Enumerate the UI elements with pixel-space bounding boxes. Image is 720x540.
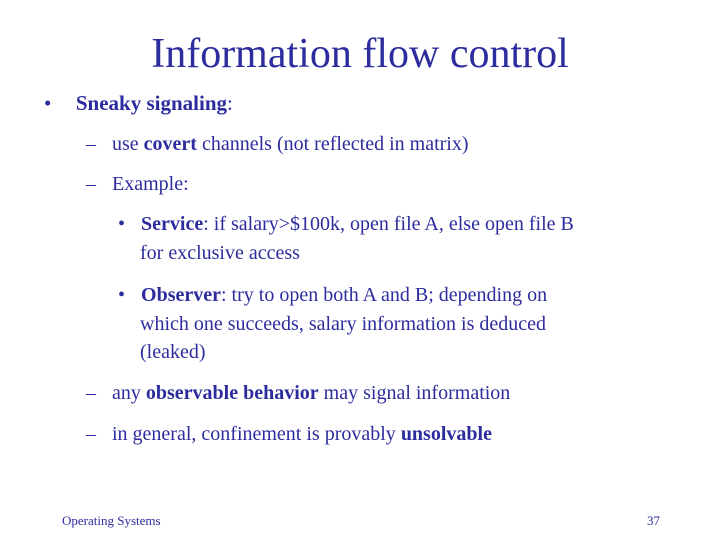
- subsub-service-line2: for exclusive access: [140, 242, 300, 264]
- bullet-marker: •: [118, 213, 126, 235]
- subsub-bullet-observer: [118, 284, 547, 307]
- sub-bullet-example: [86, 173, 189, 196]
- dash-marker: –: [86, 133, 96, 155]
- subsub-observer-line2: which one succeeds, salary information is deduced: [140, 313, 546, 335]
- bullet-bold-text: Sneaky signaling: [75, 91, 228, 115]
- subsub-bold-text: Observer: [141, 284, 221, 306]
- sub-text-post: channels (not reflected in matrix): [196, 133, 469, 155]
- subsub-line1-rest: : try to open both A and B; depending on: [221, 284, 548, 306]
- subsub-bullet-service: [118, 213, 574, 236]
- sub-text-bold: observable behavior: [145, 382, 319, 404]
- sub-text-bold: covert: [143, 133, 197, 155]
- dash-marker: –: [86, 423, 96, 445]
- sub-bullet-confinement: [86, 423, 492, 446]
- dash-marker: –: [86, 382, 96, 404]
- subsub-line1-rest: : if salary>$100k, open file A, else open file B: [203, 213, 574, 235]
- bullet-rest-text: :: [227, 91, 233, 115]
- subsub-bold-text: Service: [141, 213, 204, 235]
- bullet-marker: •: [118, 284, 126, 306]
- sub-text-pre: use: [112, 133, 144, 155]
- sub-text: Example:: [112, 173, 189, 195]
- sub-bullet-observable-behavior: [86, 382, 510, 405]
- dash-marker: –: [86, 173, 96, 195]
- sub-bullet-covert-channels: [86, 133, 469, 156]
- subsub-observer-line3: (leaked): [140, 341, 206, 363]
- sub-text-pre: in general, confinement is provably: [112, 423, 401, 445]
- sub-text-post: may signal information: [318, 382, 511, 404]
- bullet-marker: •: [44, 91, 52, 115]
- slide-title: Information flow control: [151, 31, 569, 77]
- bullet-sneaky-signaling: [44, 91, 233, 116]
- sub-text-bold: unsolvable: [400, 423, 492, 445]
- sub-text-pre: any: [112, 382, 146, 404]
- footer-page-number: 37: [647, 513, 660, 528]
- footer-course-title: Operating Systems: [62, 513, 161, 528]
